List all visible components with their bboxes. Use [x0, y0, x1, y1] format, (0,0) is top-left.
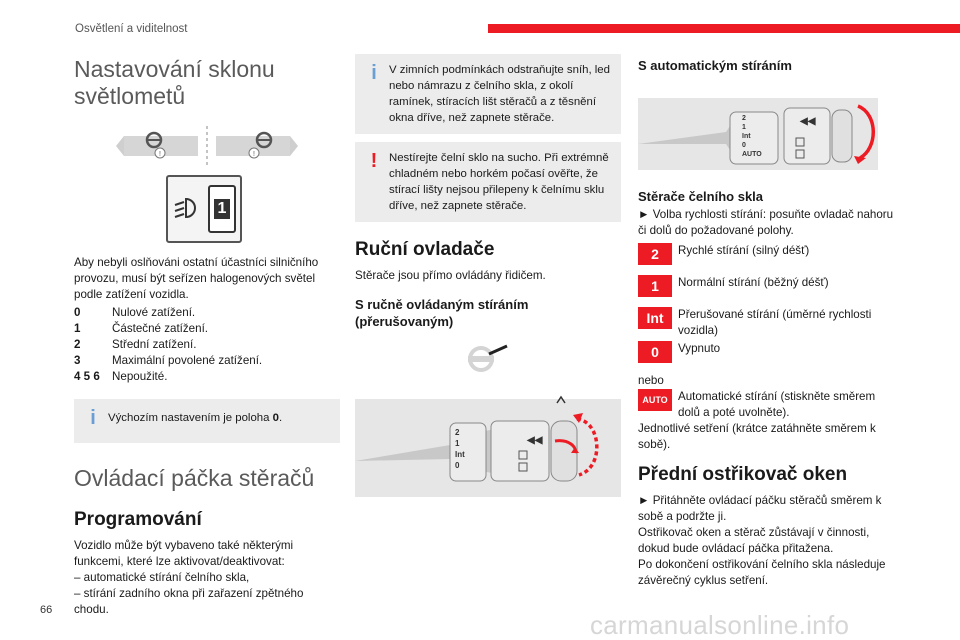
stalk-mark: Int	[742, 133, 751, 140]
stalk-mark: 2	[455, 428, 460, 437]
stalk-mark: 0	[455, 461, 460, 470]
info-note-winter	[355, 54, 621, 134]
or-text: nebo	[638, 374, 664, 387]
wiper-position-row	[638, 307, 898, 339]
headlamp-thumbwheel-illustration	[166, 175, 242, 243]
load-levels	[74, 305, 340, 385]
info-note-default	[74, 399, 340, 443]
level-text: Nepoužité.	[112, 370, 168, 383]
thumbwheel	[208, 185, 236, 233]
level-key: 4 5 6	[74, 370, 100, 383]
position-badge: 1	[638, 275, 672, 297]
level-key: 3	[74, 354, 81, 367]
position-text: Přerušované stírání (úměrné rychlosti vozidla)	[678, 308, 872, 337]
wiper-position-row	[638, 341, 898, 363]
stalk-mark: AUTO	[742, 151, 762, 158]
section-title-front-washer: Přední ostřikovač oken	[638, 464, 848, 485]
headlamp-intro: Aby nebyli oslňováni ostatní účastníci silničního provozu, musí být seřízen halogenových světel podle zatížení vozidla.	[74, 256, 319, 301]
svg-text:◀◀: ◀◀	[527, 435, 543, 446]
section-title-manual: Ruční ovladače	[355, 239, 495, 260]
level-text: Maximální povolené zatížení.	[112, 354, 263, 367]
position-badge: 0	[638, 341, 672, 363]
manual-wiper-stalk-illustration	[355, 391, 621, 497]
level-text: Částečné zatížení.	[112, 322, 209, 335]
subsection-title-manual-wiping: S ručně ovládaným stíráním (přerušovaným)	[355, 297, 529, 329]
stalk-mark: 2	[742, 115, 746, 122]
warning-note-dry	[355, 142, 621, 222]
level-text: Střední zatížení.	[112, 338, 197, 351]
note-prefix: Výchozím nastavením je poloha	[108, 412, 273, 424]
position-badge: Int	[638, 307, 672, 329]
stalk-mark: 0	[742, 142, 746, 149]
position-text: Rychlé stírání (silný déšť)	[678, 244, 810, 257]
wiper-auto-row	[638, 389, 898, 421]
column-left	[74, 50, 340, 618]
position-badge: 2	[638, 243, 672, 265]
auto-wiper-stalk-illustration	[638, 98, 878, 170]
load-level-row	[74, 337, 340, 353]
headlamp-level-icon	[172, 191, 206, 225]
column-middle	[355, 50, 621, 497]
level-text: Nulové zatížení.	[112, 306, 196, 319]
headlamp-beam-illustration	[74, 124, 340, 168]
watermark: carmanualsonline.info	[590, 610, 850, 640]
programming-intro: Vozidlo může být vybaveno také některými funkcemi, které lze aktivovat/deaktivovat:	[74, 539, 294, 568]
stalk-drawing	[355, 391, 621, 497]
section-title-headlamp: Nastavování sklonu světlometů	[74, 56, 275, 109]
note-suffix: .	[278, 412, 283, 424]
note-winter-text: V zimních podmínkách odstraňujte sníh, led nebo námrazu z čelního skla, z okolí ramínek, stíracích lišt stěračů a z těsnění okna dříve, než zapnete stěrače.	[389, 64, 610, 124]
auto-stalk-marks	[742, 114, 762, 159]
load-level-row	[74, 305, 340, 321]
stalk-mark: Int	[455, 450, 465, 459]
washer-text: Po dokončení ostřikování čelního skla následuje závěrečný cyklus setření.	[638, 558, 886, 587]
programming-bullet: – stírání zadního okna při zařazení zpětného chodu.	[74, 587, 304, 616]
single-wipe-text: Jednotlivé setření (krátce zatáhněte směrem k sobě).	[638, 422, 876, 451]
washer-text: Ostřikovač oken a stěrač zůstávají v činnosti, dokud bude ovládací páčka přitažena.	[638, 526, 870, 555]
position-text: Normální stírání (běžný déšť)	[678, 276, 829, 289]
wiper-position-row	[638, 275, 898, 297]
programming-bullet: – automatické stírání čelního skla,	[74, 571, 250, 584]
header-accent-bar	[488, 24, 960, 33]
load-level-row	[74, 353, 340, 369]
washer-instruction: ► Přitáhněte ovládací páčku stěračů směrem k sobě a podržte ji.	[638, 494, 882, 523]
auto-badge: AUTO	[638, 389, 672, 411]
wiper-position-row	[638, 243, 898, 265]
info-icon: i	[90, 407, 96, 429]
running-head: Osvětlení a viditelnost	[75, 23, 188, 35]
load-level-row	[74, 321, 340, 337]
level-key: 2	[74, 338, 81, 351]
note-value: 0	[272, 412, 279, 424]
manual-intro: Stěrače jsou přímo ovládány řidičem.	[355, 269, 546, 282]
level-key: 1	[74, 322, 81, 335]
svg-text:!: !	[253, 151, 255, 158]
column-right	[638, 50, 898, 589]
subsection-title-auto-wiping: S automatickým stíráním	[638, 58, 792, 73]
thumbwheel-value: 1	[214, 199, 231, 219]
note-dry-text: Nestírejte čelní sklo na sucho. Při extrémně chladném nebo horkém počasí ověřte, že stírací lišty nejsou přilepeny k čelnímu sklu dříve, než zapnete stěrače.	[389, 152, 609, 212]
stalk-mark: 1	[742, 124, 746, 131]
subsection-title-programming: Programování	[74, 509, 202, 530]
level-key: 0	[74, 306, 81, 319]
svg-text:◀◀: ◀◀	[800, 116, 816, 127]
subsection-title-windscreen-wipers: Stěrače čelního skla	[638, 189, 764, 204]
steering-wheel-icon	[355, 340, 621, 378]
auto-text: Automatické stírání (stiskněte směrem dolů a poté uvolněte).	[678, 390, 876, 419]
position-text: Vypnuto	[678, 342, 721, 355]
svg-text:!: !	[159, 151, 161, 158]
wiper-intro: ► Volba rychlosti stírání: posuňte ovladač nahoru či dolů do požadované polohy.	[638, 208, 894, 237]
warning-icon: !	[370, 150, 378, 172]
section-title-wiper-stalk: Ovládací páčka stěračů	[74, 465, 315, 491]
load-level-row	[74, 369, 340, 385]
stalk-mark: 1	[455, 439, 460, 448]
page-number: 66	[40, 604, 53, 616]
info-icon: i	[371, 62, 377, 84]
stalk-marks	[455, 427, 465, 471]
